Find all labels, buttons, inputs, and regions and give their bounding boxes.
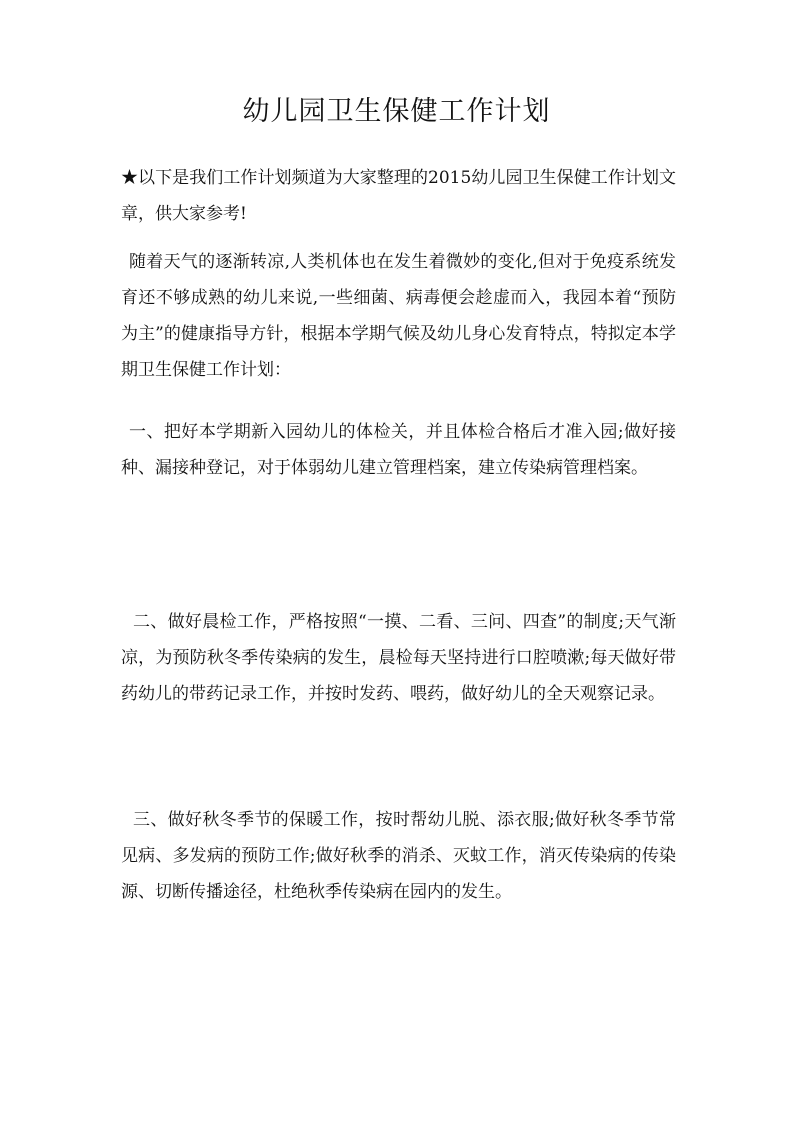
intro-paragraph: ★以下是我们工作计划频道为大家整理的2015幼儿园卫生保健工作计划文章，供大家参考! xyxy=(121,168,676,224)
plan-item-1: 一、把好本学期新入园幼儿的体检关，并且体检合格后才准入园;做好接种、漏接种登记，对于体弱幼儿建立管理档案，建立传染病管理档案。 xyxy=(121,422,676,478)
document-title: 幼儿园卫生保健工作计划 xyxy=(242,96,551,127)
background-paragraph: 随着天气的逐渐转凉,人类机体也在发生着微妙的变化,但对于免疫系统发育还不够成熟的幼儿来说,一些细菌、病毒便会趁虚而入，我园本着“预防为主”的健康指导方针，根据本学期气候及幼儿身心发育特点，特拟定本学期卫生保健工作计划： xyxy=(121,252,676,380)
plan-item-3: 三、做好秋冬季节的保暖工作，按时帮幼儿脱、添衣服;做好秋冬季节常见病、多发病的预防工作;做好秋季的消杀、灭蚊工作，消灭传染病的传染源、切断传播途径，杜绝秋季传染病在园内的发生。 xyxy=(121,810,676,902)
plan-item-2: 二、做好晨检工作，严格按照“一摸、二看、三问、四查”的制度;天气渐凉，为预防秋冬季传染病的发生，晨检每天坚持进行口腔喷漱;每天做好带药幼儿的带药记录工作，并按时发药、喂药，做好幼儿的全天观察记录。 xyxy=(121,612,676,704)
